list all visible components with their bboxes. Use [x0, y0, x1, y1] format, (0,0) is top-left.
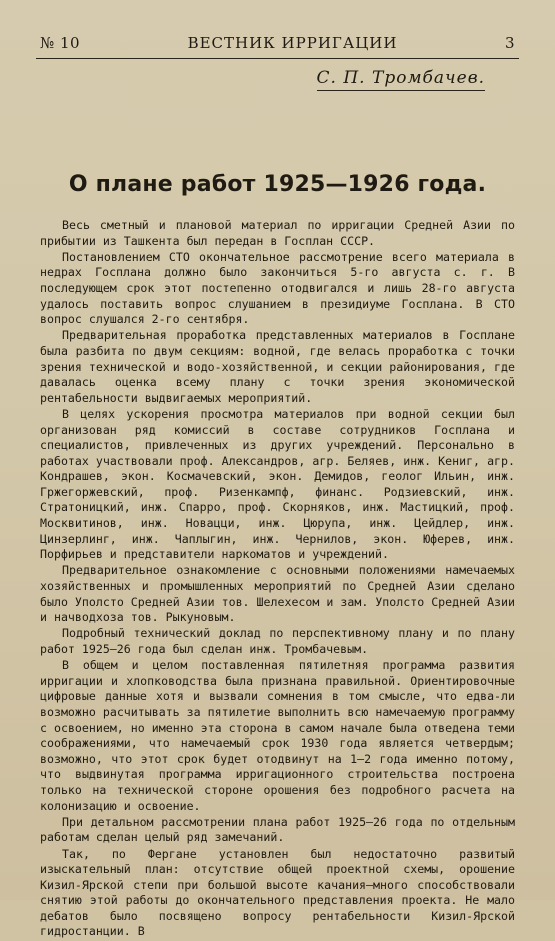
paragraph: Весь сметный и плановой материал по ирригации Средней Азии по прибытии из Ташкента был передан в Госплан СССР. — [40, 218, 515, 248]
paragraph: Предварительное ознакомление с основными положениями намечаемых хозяйственных и промышленных мероприятий по Средней Азии сделано было Уполсто Средней Азии тов. Шелехесом и зам. Уполсто Средней Азии и начводхоза тов. Рыкуновым. — [40, 563, 515, 625]
paragraph: При детальном рассмотрении плана работ 1925—26 года по отдельным работам сделан целый ряд замечаний. — [40, 814, 515, 845]
page-number: 3 — [504, 34, 515, 52]
issue-number: № 10 — [40, 34, 81, 52]
running-header — [40, 34, 515, 52]
paragraph: Так, по Фергане установлен был недостаточно развитый изыскательный план: отсутствие общей проектной схемы, орошение Кизил-Ярской степи при большой высоте качания—много способствовали снятию этой работы до окончательного представления проекта. Не мало дебатов было посвящено вопросу рентабельности Кизил-Ярской гидростанции. В — [40, 846, 515, 939]
author-name: С. П. Тромбачев. — [317, 68, 485, 91]
journal-title: ВЕСТНИК ИРРИГАЦИИ — [187, 34, 398, 52]
paragraph: В общем и целом поставленная пятилетняя программа развития ирригации и хлопководства была признана правильной. Ориентировочные цифровые данные хотя и вызвали сомнения в том смысле, что едва-ли возможно расчитывать за пятилетие выполнить всю намечаемую программу с освоением, но именно эта сторона в самом начале была отведена теми соображениями, что намечаемый срок 1930 года является четвердым; возможно, что этот срок будет отодвинут на 1—2 года именно потому, что выдвинутая программа ирригационного строительства построена только на технической стороне орошения без подробного расчета на колонизацию и освоение. — [40, 658, 515, 813]
paragraph: Постановлением СТО окончательное рассмотрение всего материала в недрах Госплана должно было закончиться 5-го августа с. г. В последующем срок этот постепенно отодвигался и лишь 28-го августа удалось поставить вопрос слушанием в президиуме Госплана. В СТО вопрос слушался 2-го сентября. — [40, 249, 515, 327]
paragraph: В целях ускорения просмотра материалов при водной секции был организован ряд комиссий в составе сотрудников Госплана и специалистов, привлеченных из других учреждений. Персонально в работах участвовали проф. Александров, агр. Беляев, инж. Кениг, агр. Кондрашев, экон. Космачевский, экон. Демидов, геолог Ильин, инж. Гржегоржевский, проф. Ризенкампф, финанс. Родзиевский, инж. Стратоницкий, инж. Спарро, проф. Скорняков, инж. Мастицкий, проф. Москвитинов, инж. Новацци, инж. Цюрупа, инж. Цейдлер, инж. Цинзерлинг, инж. Чаплыгин, инж. Чернилов, экон. Юферев, инж. Порфирьев и представители наркоматов и учреждений. — [40, 406, 515, 562]
header-rule — [36, 58, 519, 59]
paragraph: Предварительная проработка представленных материалов в Госплане была разбита по двум секциям: водной, где велась проработка с точки зрения технической и водо-хозяйственной, и секции районирования, где давалась оценка всему плану с точки зрения экономической рентабельности выдвигаемых мероприятий. — [40, 328, 515, 405]
article-title: О плане работ 1925—1926 года. — [68, 172, 487, 197]
paragraph: Подробный технический доклад по перспективному плану и по плану работ 1925—26 года был сделан инж. Тромбачевым. — [40, 626, 515, 656]
article-body — [40, 218, 515, 941]
